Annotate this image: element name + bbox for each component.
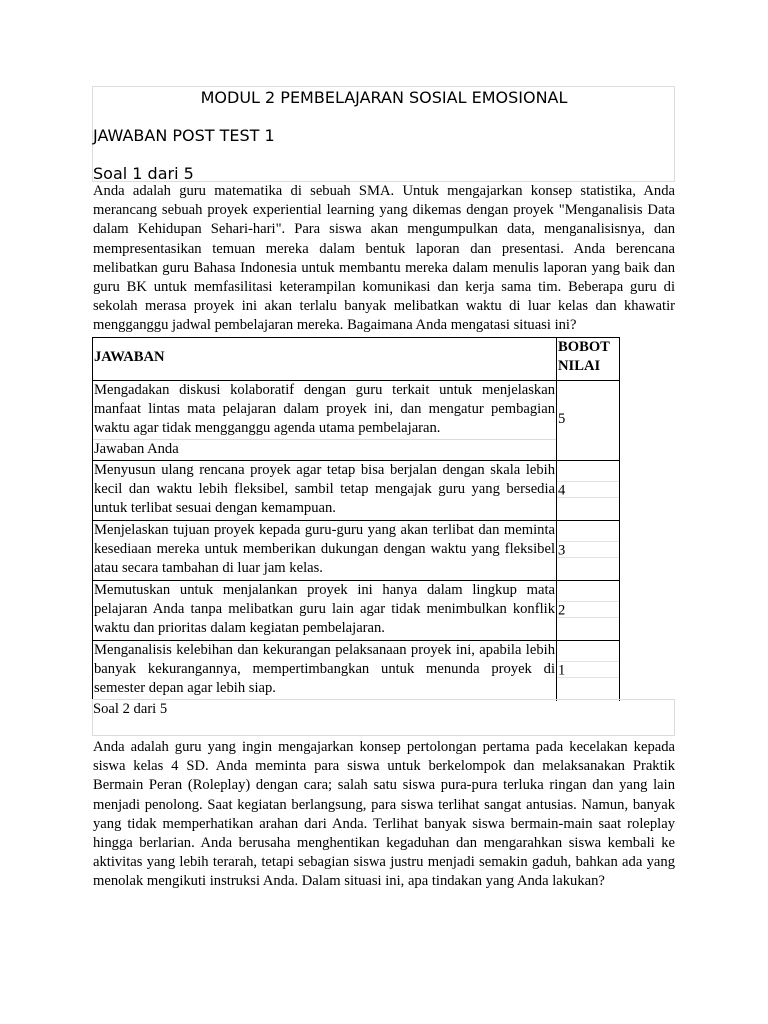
score-value: 4 <box>558 482 566 498</box>
score-cell <box>556 381 619 460</box>
answer-text: Menyusun ulang rencana proyek agar tetap bisa berjalan dengan skala lebih kecil dan waktu lebih fleksibel, sambil tetap mengajak guru yang bersedia untuk terlibat sesuai dengan kemampuan. <box>94 462 555 517</box>
score-value: 2 <box>558 602 566 618</box>
answer-text: Memutuskan untuk menjalankan proyek ini hanya dalam lingkup mata pelajaran Anda tanpa melibatkan guru lain agar tidak menimbulkan konflik waktu dan prioritas dalam kegiatan pembelajaran. <box>94 582 555 637</box>
answer-text: Mengadakan diskusi kolaboratif dengan guru terkait untuk menjelaskan manfaat lintas mata pelajaran dalam proyek ini, dan mengatur pembagian waktu agar tidak mengganggu agenda utama pembelajaran. <box>94 382 555 437</box>
score-value: 3 <box>558 542 566 558</box>
table-row <box>93 641 619 701</box>
score-cell <box>556 521 619 580</box>
score-cell <box>556 581 619 640</box>
score-cell <box>556 461 619 520</box>
table-header <box>93 337 619 381</box>
answer-text: Menjelaskan tujuan proyek kepada guru-guru yang akan terlibat dan meminta kesediaan mereka untuk memberikan dukungan dengan waktu yang fleksibel atau secara tambahan di luar jam kelas. <box>94 522 555 577</box>
column-score-header: BOBOT NILAI <box>556 338 619 380</box>
score-value: 5 <box>558 411 566 427</box>
table-row <box>93 521 619 581</box>
question-2-box <box>92 699 675 736</box>
question-1-text: Anda adalah guru matematika di sebuah SMA. Untuk mengajarkan konsep statistika, Anda merancang sebuah proyek experiential learning yang dikemas dengan proyek "Menganalisis Data dalam Kehidupan Sehari-hari". Para siswa akan mengumpulkan data, menganalisisnya, dan mempresentasikan temuan mereka dalam bentuk laporan dan presentasi. Anda berencana melibatkan guru Bahasa Indonesia untuk membantu mereka dalam menulis laporan yang baik dan guru BK untuk memfasilitasi keterampilan komunikasi dan kerja sama tim. Beberapa guru di sekolah merasa proyek ini akan terlalu banyak melibatkan waktu di luar kelas dan khawatir mengganggu jadwal pembelajaran mereka. Bagaimana Anda mengatasi situasi ini? <box>93 183 675 334</box>
question-2-text: Anda adalah guru yang ingin mengajarkan konsep pertolongan pertama pada kecelakan kepada siswa kelas 4 SD. Anda meminta para siswa untuk berkelompok dan melaksanakan Praktik Bermain Peran (Roleplay) dengan cara; salah satu siswa pura-pura terluka ringan dan yang lain menjadi penolong. Saat kegiatan berlangsung, para siswa terlihat sangat antusias. Namun, banyak yang tidak memperhatikan arahan dari Anda. Terlihat banyak siswa bermain-main saat roleplay hingga berlarian. Anda berusaha menghentikan kegaduhan dan mengarahkan siswa kembali ke aktivitas yang lebih terarah, tetapi sebagian siswa justru menjadi semakin gaduh, bahkan ada yang menolak mengikuti instruksi Anda. Dalam situasi ini, apa tindakan yang Anda lakukan? <box>93 739 675 890</box>
page-title: MODUL 2 PEMBELAJARAN SOSIAL EMOSIONAL <box>200 88 568 107</box>
question-2-label: Soal 2 dari 5 <box>93 701 168 717</box>
question-1-label: Soal 1 dari 5 <box>93 164 194 183</box>
your-answer-label: Jawaban Anda <box>94 441 179 457</box>
answer-table <box>92 337 620 701</box>
column-answer-header: JAWABAN <box>94 349 165 365</box>
table-row <box>93 381 619 461</box>
table-row <box>93 581 619 641</box>
score-value: 1 <box>558 662 566 679</box>
page-subtitle: JAWABAN POST TEST 1 <box>93 126 275 145</box>
answer-text: Menganalisis kelebihan dan kekurangan pelaksanaan proyek ini, apabila lebih banyak kekurangannya, mempertimbangkan untuk menunda proyek di semester depan agar lebih siap. <box>94 642 555 697</box>
table-row <box>93 461 619 521</box>
score-cell <box>556 641 619 701</box>
